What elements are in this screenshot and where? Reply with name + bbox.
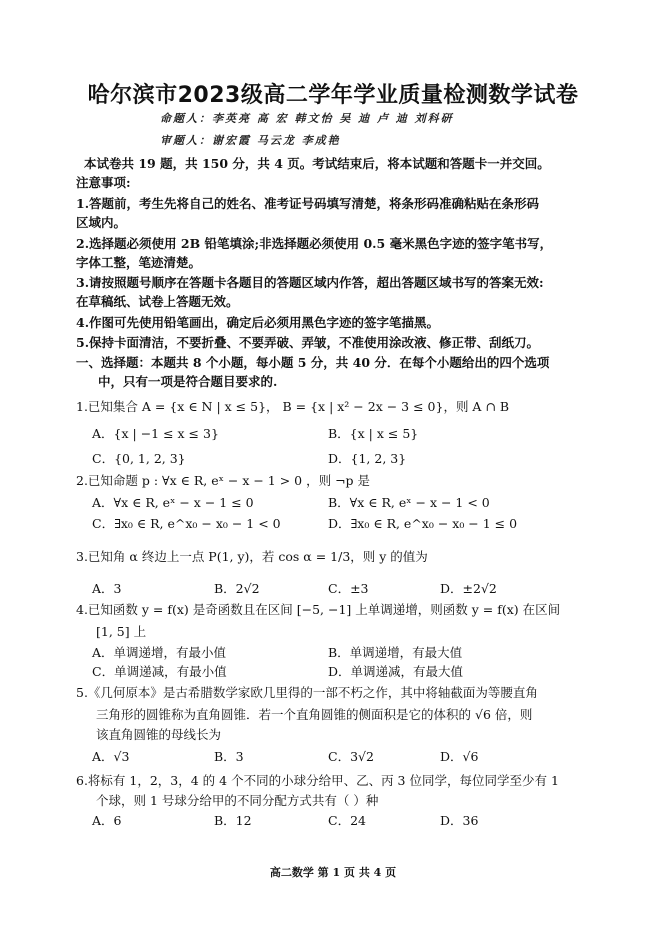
q3-option-c: C．±3 bbox=[328, 581, 369, 596]
q5-option-d: D．√6 bbox=[440, 749, 479, 764]
notice-item: 1.答题前，考生先将自己的姓名、准考证号码填写清楚，将条形码准确粘贴在条形码 bbox=[76, 196, 540, 211]
q4-option-c: C．单调递减，有最小值 bbox=[92, 664, 227, 679]
notice-item: 2.选择题必须使用 2B 铅笔填涂;非选择题必须使用 0.5 毫米黑色字迹的签字笔书写， bbox=[76, 236, 553, 251]
notice-item: 4.作图可先使用铅笔画出，确定后必须用黑色字迹的签字笔描黑。 bbox=[76, 315, 440, 330]
q2-option-d: D．∃x₀ ∈ R, e^x₀ − x₀ − 1 ≤ 0 bbox=[328, 516, 518, 531]
question-1-stem: 1.已知集合 A = {x ∈ N | x ≤ 5}， B = {x | x² − 2x − 3 ≤ 0}，则 A ∩ B bbox=[76, 399, 510, 414]
question-4-stem-cont: [1, 5] 上 bbox=[96, 624, 147, 639]
q5-option-c: C．3√2 bbox=[328, 749, 374, 764]
section-heading-cont: 中，只有一项是符合题目要求的. bbox=[98, 374, 278, 389]
authors-line: 命题人：李英亮 高 宏 韩文怡 吴 迪 卢 迪 刘科研 bbox=[160, 112, 454, 125]
question-5-stem: 5.《几何原本》是古希腊数学家欧几里得的一部不朽之作，其中将轴截面为等腰直角 bbox=[76, 685, 538, 700]
question-4-stem: 4.已知函数 y = f(x) 是奇函数且在区间 [−5, −1] 上单调递增，则函数 y = f(x) 在区间 bbox=[76, 602, 561, 617]
q4-option-a: A．单调递增，有最小值 bbox=[92, 645, 227, 660]
q2-option-c: C．∃x₀ ∈ R, e^x₀ − x₀ − 1 < 0 bbox=[92, 516, 281, 531]
q6-option-a: A．6 bbox=[92, 813, 122, 828]
page-footer: 高二数学 第 1 页 共 4 页 bbox=[269, 866, 397, 879]
question-5-stem-cont: 该直角圆锥的母线长为 bbox=[96, 727, 222, 742]
reviewers-line: 审题人：谢宏霞 马云龙 李成艳 bbox=[160, 134, 341, 147]
notice-heading: 注意事项: bbox=[76, 175, 131, 190]
q6-option-b: B．12 bbox=[214, 813, 252, 828]
question-6-stem: 6.将标有 1，2，3，4 的 4 个不同的小球分给甲、乙、丙 3 位同学，每位同学至少有 1 bbox=[76, 773, 559, 788]
q3-option-b: B．2√2 bbox=[214, 581, 260, 596]
q3-option-d: D．±2√2 bbox=[440, 581, 497, 596]
notice-item: 3.请按照题号顺序在答题卡各题目的答题区域内作答，超出答题区域书写的答案无效: bbox=[76, 275, 544, 290]
q1-option-c: C．{0, 1, 2, 3} bbox=[92, 451, 186, 466]
q1-option-a: A．{x | −1 ≤ x ≤ 3} bbox=[92, 426, 219, 441]
q4-option-d: D．单调递减，有最大值 bbox=[328, 664, 464, 679]
question-2-stem: 2.已知命题 p : ∀x ∈ R, eˣ − x − 1 > 0 ，则 ¬p 是 bbox=[76, 473, 371, 488]
notice-item-cont: 区域内。 bbox=[76, 215, 127, 230]
q6-option-d: D．36 bbox=[440, 813, 479, 828]
q2-option-a: A．∀x ∈ R, eˣ − x − 1 ≤ 0 bbox=[92, 495, 254, 510]
q2-option-b: B．∀x ∈ R, eˣ − x − 1 < 0 bbox=[328, 495, 490, 510]
notice-item-cont: 字体工整，笔迹清楚。 bbox=[76, 255, 202, 270]
notice-item: 5.保持卡面清洁，不要折叠、不要弄破、弄皱，不准使用涂改液、修正带、刮纸刀。 bbox=[76, 335, 540, 350]
question-6-stem-cont: 个球，则 1 号球分给甲的不同分配方式共有（ ）种 bbox=[96, 793, 379, 808]
q4-option-b: B．单调递增，有最大值 bbox=[328, 645, 463, 660]
q1-option-d: D．{1, 2, 3} bbox=[328, 451, 407, 466]
question-3-stem: 3.已知角 α 终边上一点 P(1, y)，若 cos α = 1/3，则 y 的值为 bbox=[76, 549, 428, 564]
q1-option-b: B．{x | x ≤ 5} bbox=[328, 426, 419, 441]
section-heading: 一、选择题：本题共 8 个小题，每小题 5 分，共 40 分．在每个小题给出的四个选项 bbox=[76, 355, 550, 370]
q5-option-b: B．3 bbox=[214, 749, 244, 764]
exam-title: 哈尔滨市2023级高二学年学业质量检测数学试卷 bbox=[87, 83, 579, 108]
q5-option-a: A．√3 bbox=[92, 749, 130, 764]
notice-item-cont: 在草稿纸、试卷上答题无效。 bbox=[76, 294, 239, 309]
q3-option-a: A．3 bbox=[92, 581, 122, 596]
q6-option-c: C．24 bbox=[328, 813, 366, 828]
intro-text: 本试卷共 19 题，共 150 分，共 4 页。考试结束后，将本试题和答题卡一并交回。 bbox=[84, 156, 550, 171]
question-5-stem-cont: 三角形的圆锥称为直角圆锥．若一个直角圆锥的侧面积是它的体积的 √6 倍，则 bbox=[96, 707, 533, 722]
